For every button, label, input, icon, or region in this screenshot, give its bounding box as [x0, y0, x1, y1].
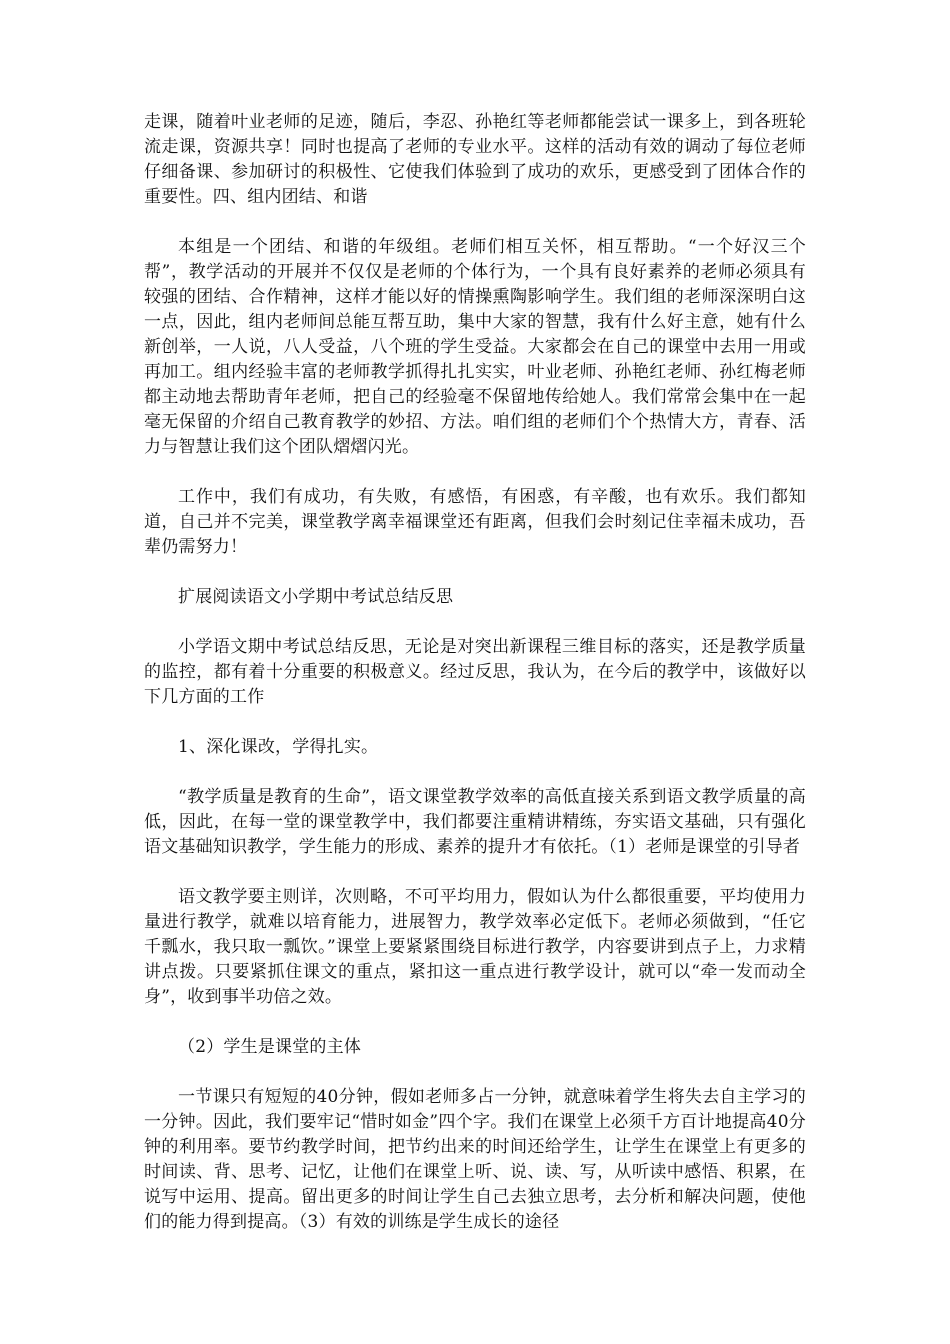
paragraph-3: 工作中，我们有成功，有失败，有感悟，有困惑，有辛酸，也有欢乐。我们都知道，自己并不完美，课堂教学离幸福课堂还有距离，但我们会时刻记住幸福未成功，吾辈仍需努力！	[144, 487, 806, 557]
list-item-1: 1、深化课改，学得扎实。	[178, 737, 379, 757]
section-heading-extended-reading: 扩展阅读语文小学期中考试总结反思	[178, 587, 454, 607]
document-body	[144, 110, 806, 1260]
paragraph-1: 走课，随着叶业老师的足迹，随后，李忍、孙艳红等老师都能尝试一课多上，到各班轮流走课，资源共享！同时也提高了老师的专业水平。这样的活动有效的调动了每位老师仔细备课、参加研讨的积极性、它使我们体验到了成功的欢乐，更感受到了团体合作的重要性。四、组内团结、和谐	[144, 112, 806, 207]
paragraph-10: 一节课只有短短的40分钟，假如老师多占一分钟，就意味着学生将失去自主学习的一分钟。因此，我们要牢记“惜时如金”四个字。我们在课堂上必须千方百计地提高40分钟的利用率。要节约教学时间，把节约出来的时间还给学生，让学生在课堂上有更多的时间读、背、思考、记忆，让他们在课堂上听、说、读、写，从听读中感悟、积累，在说写中运用、提高。留出更多的时间让学生自己去独立思考，去分析和解决问题，使他们的能力得到提高。（3）有效的训练是学生成长的途径	[144, 1087, 806, 1232]
paragraph-2: 本组是一个团结、和谐的年级组。老师们相互关怀，相互帮助。“一个好汉三个帮”，教学活动的开展并不仅仅是老师的个体行为，一个具有良好素养的老师必须具有较强的团结、合作精神，这样才能以好的情操熏陶影响学生。我们组的老师深深明白这一点，因此，组内老师间总能互帮互助，集中大家的智慧，我有什么好主意，她有什么新创举，一人说，八人受益，八个班的学生受益。大家都会在自己的课堂中去用一用或再加工。组内经验丰富的老师教学抓得扎扎实实，叶业老师、孙艳红老师、孙红梅老师都主动地去帮助青年老师，把自己的经验毫不保留地传给她人。我们常常会集中在一起毫无保留的介绍自己教育教学的妙招、方法。咱们组的老师们个个热情大方，青春、活力与智慧让我们这个团队熠熠闪光。	[144, 237, 806, 457]
subheading-student-subject: （2）学生是课堂的主体	[178, 1037, 362, 1057]
paragraph-8: 语文教学要主则详，次则略，不可平均用力，假如认为什么都很重要，平均使用力量进行教学，就难以培育能力，进展智力，教学效率必定低下。老师必须做到，“任它千瓢水，我只取一瓢饮。”课堂上要紧紧围绕目标进行教学，内容要讲到点子上，力求精讲点拨。只要紧抓住课文的重点，紧扣这一重点进行教学设计，就可以“牵一发而动全身”，收到事半功倍之效。	[144, 887, 806, 1007]
paragraph-5: 小学语文期中考试总结反思，无论是对突出新课程三维目标的落实，还是教学质量的监控，都有着十分重要的积极意义。经过反思，我认为，在今后的教学中，该做好以下几方面的工作	[144, 637, 806, 707]
paragraph-7: “教学质量是教育的生命”，语文课堂教学效率的高低直接关系到语文教学质量的高低，因此，在每一堂的课堂教学中，我们都要注重精讲精练，夯实语文基础，只有强化语文基础知识教学，学生能力的形成、素养的提升才有依托。（1）老师是课堂的引导者	[144, 787, 806, 857]
